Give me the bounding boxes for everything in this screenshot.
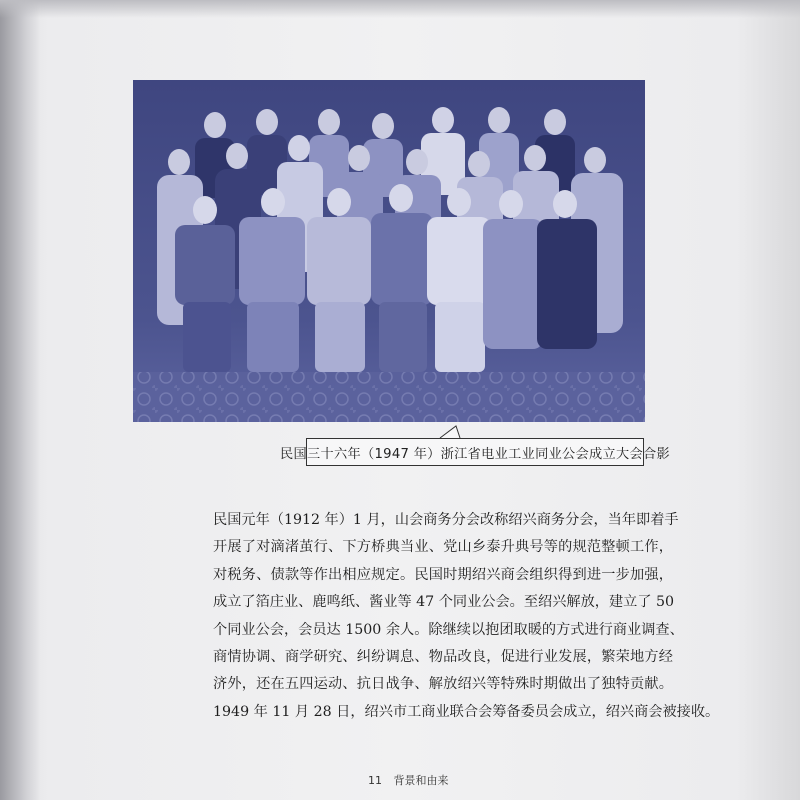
- body-line: 济外，还在五四运动、抗日战争、解放绍兴等特殊时期做出了独特贡献。: [213, 676, 673, 693]
- photo-caption: [280, 438, 670, 466]
- body-line: 对税务、债款等作出相应规定。民国时期绍兴商会组织得到进一步加强，: [213, 566, 673, 583]
- section-title: 背景和由来: [393, 774, 449, 787]
- body-line: 商情协调、商学研究、纠纷调息、物品改良，促进行业发展，繁荣地方经: [213, 648, 673, 665]
- body-line: 开展了对滴渚茧行、下方桥典当业、党山乡泰升典号等的规范整顿工作，: [213, 539, 673, 556]
- body-line: 个同业公会，会员达 1500 余人。除继续以抱团取暖的方式进行商业调查、: [213, 621, 684, 638]
- body-paragraph: [213, 507, 720, 726]
- body-line: 1949 年 11 月 28 日，绍兴市工商业联合会筹备委员会成立，绍兴商会被接收。: [213, 703, 720, 720]
- body-line: 民国元年（1912 年）1 月，山会商务分会改称绍兴商务分会，当年即着手: [213, 512, 679, 528]
- body-line: 成立了箔庄业、鹿鸣纸、酱业等 47 个同业公会。至绍兴解放，建立了 50: [213, 594, 675, 611]
- page-number: 11: [368, 774, 382, 787]
- page-footer: [368, 772, 457, 788]
- photo-caption-text: 民国三十六年（1947 年）浙江省电业工业同业公会成立大会合影: [280, 446, 670, 462]
